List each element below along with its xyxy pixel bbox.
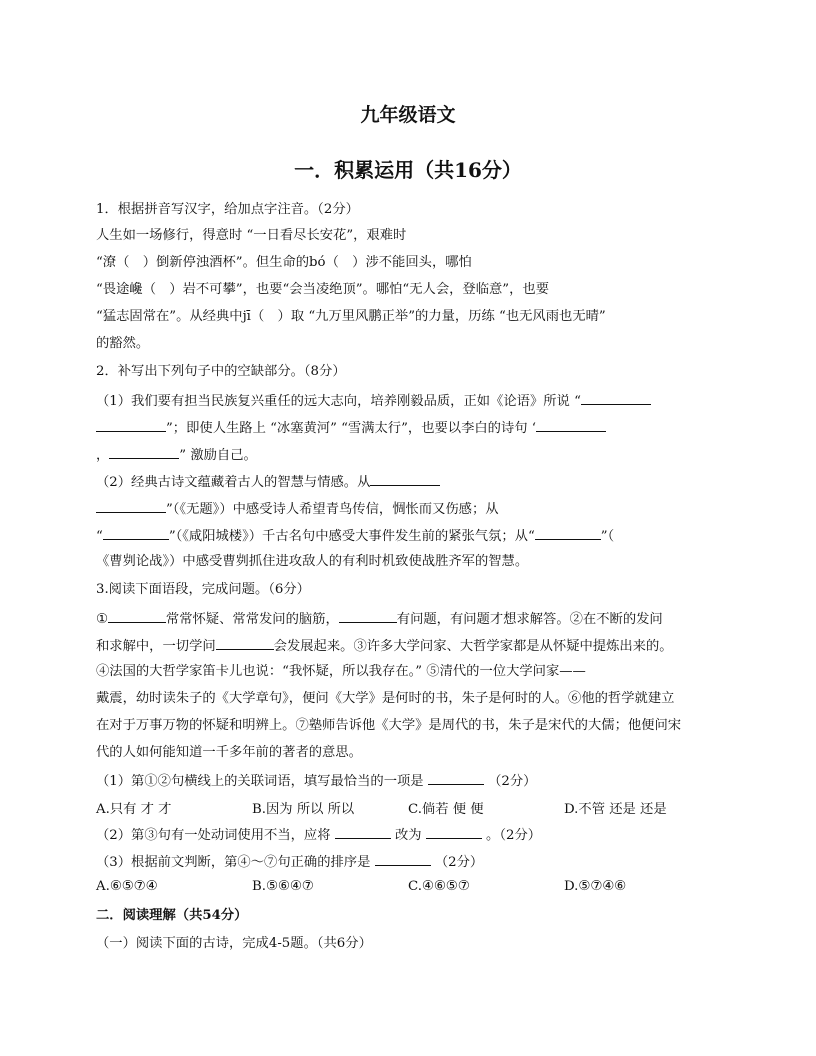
q3-sq2b: 改为 (394, 828, 422, 843)
q2-s1-line3 (96, 445, 257, 465)
answer-blank[interactable] (109, 445, 179, 459)
q3-sq3a: （3）根据前文判断，第④～⑦句正确的排序是 (96, 855, 371, 870)
q3-passage-line3: ④法国的大哲学家笛卡儿也说：“我怀疑，所以我存在。” ⑤清代的一位大学问家—— (96, 664, 586, 679)
q3-sub3 (96, 852, 483, 872)
q3-sq3b: （2分） (434, 855, 484, 870)
q3-passage-line4: 戴震，幼时读朱子的《大学章句》，便问《大学》是何时的书，朱子是何时的人。⑥他的哲学就建立 (96, 691, 675, 706)
q2-s1-line2 (96, 418, 606, 438)
option-d[interactable]: D.不管 还是 还是 (564, 802, 667, 817)
q3-p1a: ① (96, 612, 108, 627)
q1-line2: “潦（ ）倒新停浊酒杯”。但生命的bó（ ）涉不能回头，哪怕 (96, 255, 472, 270)
q3-sq2a: （2）第③句有一处动词使用不当，应将 (96, 828, 331, 843)
q1-line1: 人生如一场修行，得意时 “一日看尽长安花”，艰难时 (96, 228, 407, 243)
q2-s2-line3 (96, 526, 614, 546)
q2-s1a-text: （1）我们要有担当民族复兴重任的远大志向，培养刚毅品质，正如《论语》所说 “ (96, 394, 581, 409)
q2-stem: 2．补写出下列句子中的空缺部分。（8分） (96, 364, 346, 379)
q3-stem: 3.阅读下面语段，完成问题。（6分） (96, 582, 310, 597)
q3-p2b: 会发展起来。③许多大学问家、大哲学家都是从怀疑中提炼出来的。 (273, 639, 673, 654)
option-a[interactable]: A.只有 才 才 (96, 802, 172, 817)
answer-blank[interactable] (426, 825, 482, 839)
q2-s2-line2 (96, 499, 499, 519)
option-d[interactable]: D.⑤⑦④⑥ (564, 879, 627, 894)
answer-blank[interactable] (96, 499, 166, 513)
q1-line4: “猛志固常在”。从经典中jī（ ）取 “九万里风鹏正举”的力量，历练 “也无风雨也无晴” (96, 309, 606, 324)
answer-blank[interactable] (375, 852, 431, 866)
option-c[interactable]: C.④⑥⑤⑦ (408, 879, 470, 894)
q3-p2a: 和求解中，一切学问 (96, 639, 216, 654)
q3-passage-line2 (96, 636, 673, 656)
page-title: 九年级语文 (360, 104, 456, 126)
answer-blank[interactable] (108, 609, 166, 623)
q1-line3: “畏途巉（ ）岩不可攀”，也要“会当凌绝顶”。哪怕“无人会，登临意”，也要 (96, 282, 549, 297)
q3-p1b: 常常怀疑、常常发问的脑筋， (165, 612, 339, 627)
section1-heading: 一．积累运用（共16分） (294, 158, 522, 182)
q1-line5: 的豁然。 (96, 336, 150, 351)
q2-s1b-text: ”；即使人生路上 “冰塞黄河” “雪满太行”，也要以李白的诗句 ‘ (166, 421, 537, 436)
answer-blank[interactable] (535, 526, 601, 540)
answer-blank[interactable] (428, 771, 484, 785)
q2-s2c2-text: ”（《咸阳城楼》）千古名句中感受大事件发生前的紧张气氛；从“ (168, 529, 535, 544)
q3-sub1 (96, 771, 536, 791)
section2-sub1: （一）阅读下面的古诗，完成4-5题。（共6分） (96, 936, 372, 951)
q2-s1c-text: ， (96, 448, 110, 463)
q2-s2-line1 (96, 472, 440, 492)
option-a[interactable]: A.⑥⑤⑦④ (96, 879, 158, 894)
q2-s1-line1 (96, 391, 651, 411)
q2-s2-line4: 《曹刿论战》）中感受曹刿抓住进攻敌人的有利时机致使战胜齐军的智慧。 (96, 554, 529, 569)
q2-s2a-text: （2）经典古诗文蕴藏着古人的智慧与情感。从 (96, 475, 371, 490)
q2-s1d-text: ” 激励自己。 (179, 448, 257, 463)
answer-blank[interactable] (216, 636, 274, 650)
q3-sq1b: （2分） (488, 774, 537, 789)
q2-s2c3-text: ”（ (600, 529, 615, 544)
answer-blank[interactable] (581, 391, 651, 405)
q3-sq2c: 。（2分） (486, 828, 542, 843)
option-b[interactable]: B.⑤⑥④⑦ (252, 879, 314, 894)
q3-sq1a: （1）第①②句横线上的关联词语，填写最恰当的一项是 (96, 774, 424, 789)
answer-blank[interactable] (339, 609, 397, 623)
section2-heading: 二．阅读理解（共54分） (96, 908, 248, 923)
answer-blank[interactable] (370, 472, 440, 486)
q2-s2c1-text: “ (96, 529, 103, 544)
answer-blank[interactable] (335, 825, 391, 839)
answer-blank[interactable] (103, 526, 169, 540)
option-c[interactable]: C.倘若 便 便 (408, 802, 484, 817)
q3-passage-line6: 代的人如何能知道一千多年前的著者的意思。 (96, 745, 362, 760)
answer-blank[interactable] (536, 418, 606, 432)
q2-s2b-text: ”（《无题》）中感受诗人希望青鸟传信，惆怅而又伤感；从 (166, 502, 499, 517)
answer-blank[interactable] (96, 418, 166, 432)
q3-passage-line5: 在对于万事万物的怀疑和明辨上。⑦塾师告诉他《大学》是周代的书，朱子是宋代的大儒；他便问宋 (96, 718, 682, 733)
q1-stem: 1．根据拼音写汉字，给加点字注音。（2分） (96, 202, 359, 217)
q3-p1c: 有问题，有问题才想求解答。②在不断的发问 (396, 612, 663, 627)
q3-sub2 (96, 825, 541, 845)
q3-passage-line1 (96, 609, 663, 629)
option-b[interactable]: B.因为 所以 所以 (252, 802, 355, 817)
